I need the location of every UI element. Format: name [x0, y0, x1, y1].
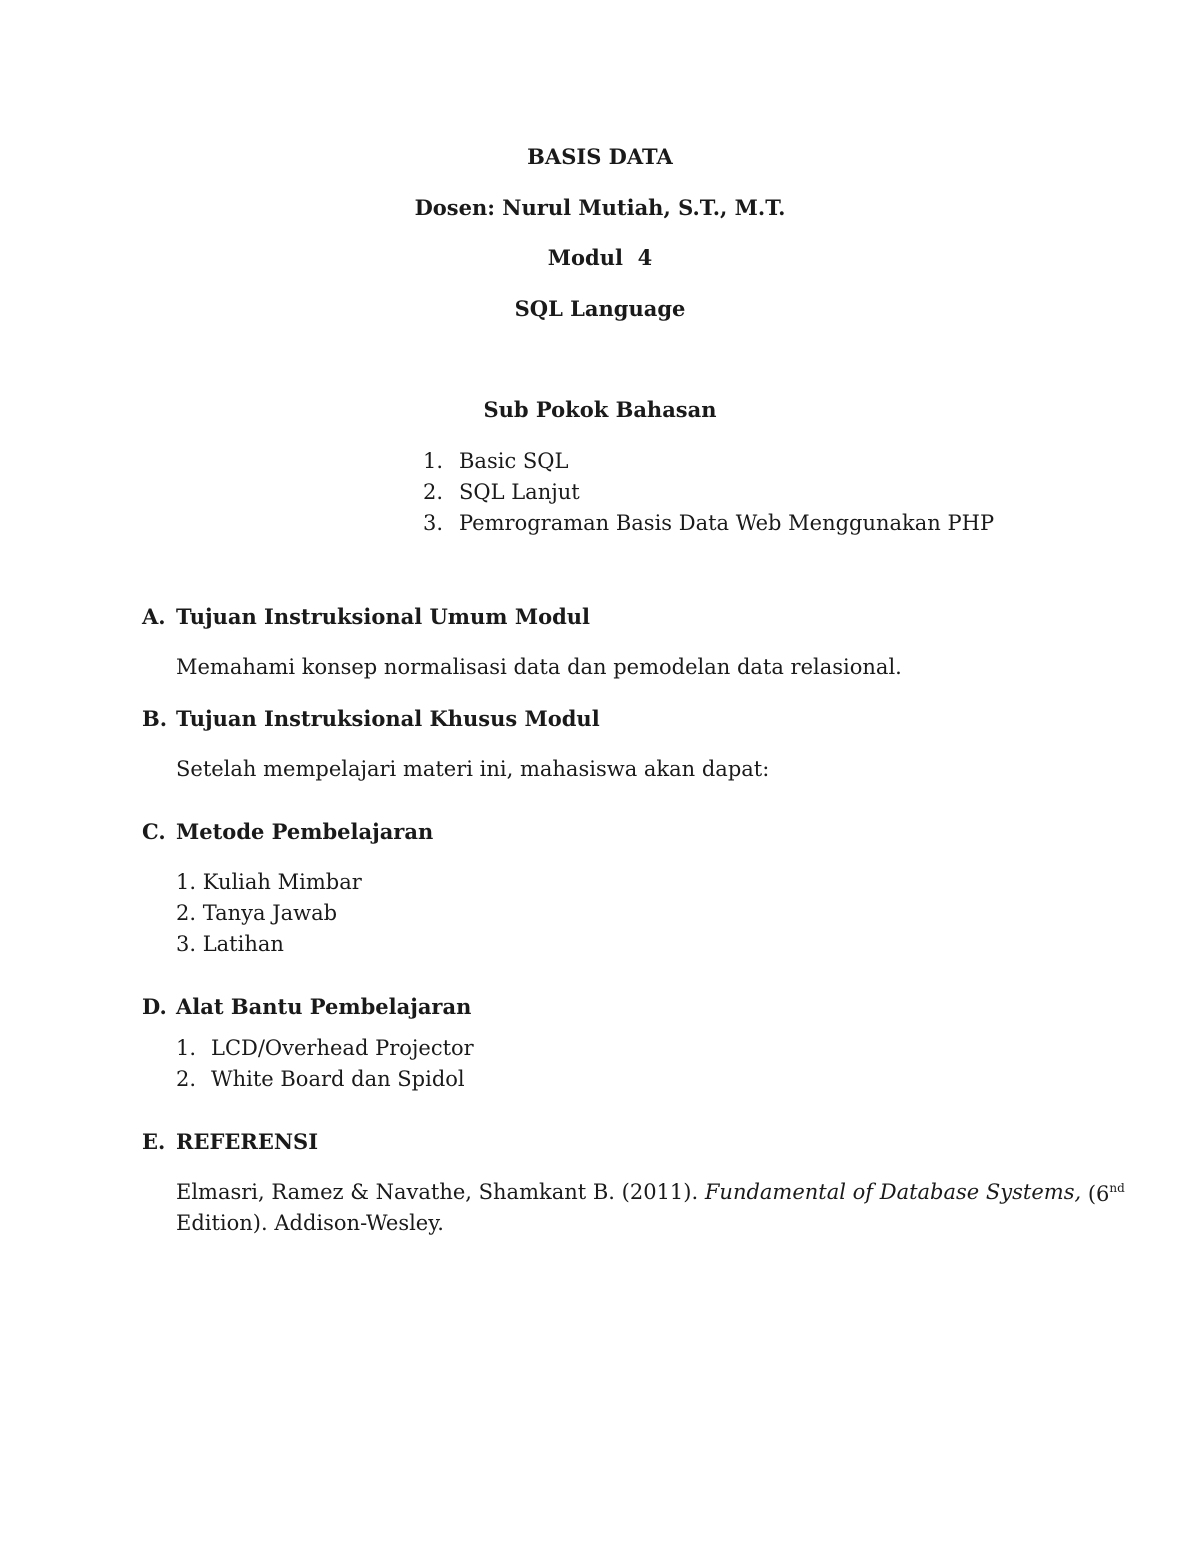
module-topic: SQL Language — [514, 296, 686, 321]
module-number: Modul 4 — [547, 245, 653, 270]
reference-line-2: Edition). Addison-Wesley. — [176, 1211, 444, 1235]
sub-topics-heading: Sub Pokok Bahasan — [483, 397, 717, 422]
reference-book-title: Fundamental of Database Systems, — [704, 1180, 1082, 1204]
reference-superscript: nd — [1109, 1181, 1125, 1195]
sub-topic-item: Basic SQL — [459, 449, 569, 473]
document-title: BASIS DATA — [527, 144, 673, 169]
sub-topic-number: 1. — [423, 449, 444, 473]
sub-topic-number: 3. — [423, 511, 444, 535]
section-b-title: Tujuan Instruksional Khusus Modul — [176, 706, 600, 731]
section-c-item: 2. Tanya Jawab — [176, 901, 338, 925]
section-b-letter: B. — [142, 706, 168, 731]
section-e-letter: E. — [142, 1129, 166, 1154]
section-e-title: REFERENSI — [176, 1129, 319, 1154]
sub-topic-number: 2. — [423, 480, 444, 504]
section-a-body: Memahami konsep normalisasi data dan pemodelan data relasional. — [176, 655, 902, 679]
section-c-letter: C. — [142, 819, 166, 844]
section-d-title: Alat Bantu Pembelajaran — [176, 994, 472, 1019]
sub-topic-item: Pemrograman Basis Data Web Menggunakan PHP — [459, 511, 995, 535]
section-d-letter: D. — [142, 994, 167, 1019]
lecturer-line: Dosen: Nurul Mutiah, S.T., M.T. — [414, 195, 786, 220]
section-b-body: Setelah mempelajari materi ini, mahasiswa akan dapat: — [176, 757, 770, 781]
reference-line-1 — [176, 1180, 1125, 1206]
section-a-letter: A. — [142, 604, 166, 629]
section-c-item: 1. Kuliah Mimbar — [176, 870, 362, 894]
section-d-item: White Board dan Spidol — [211, 1067, 465, 1091]
section-c-item: 3. Latihan — [176, 932, 284, 956]
section-d-number: 1. — [176, 1036, 197, 1060]
section-d-number: 2. — [176, 1067, 197, 1091]
reference-edition-open: (6nd — [1081, 1181, 1125, 1206]
reference-authors: Elmasri, Ramez & Navathe, Shamkant B. (2011). — [176, 1180, 705, 1204]
section-a-title: Tujuan Instruksional Umum Modul — [176, 604, 591, 629]
sub-topic-item: SQL Lanjut — [459, 480, 580, 504]
section-d-item: LCD/Overhead Projector — [211, 1036, 474, 1060]
section-c-title: Metode Pembelajaran — [176, 819, 434, 844]
